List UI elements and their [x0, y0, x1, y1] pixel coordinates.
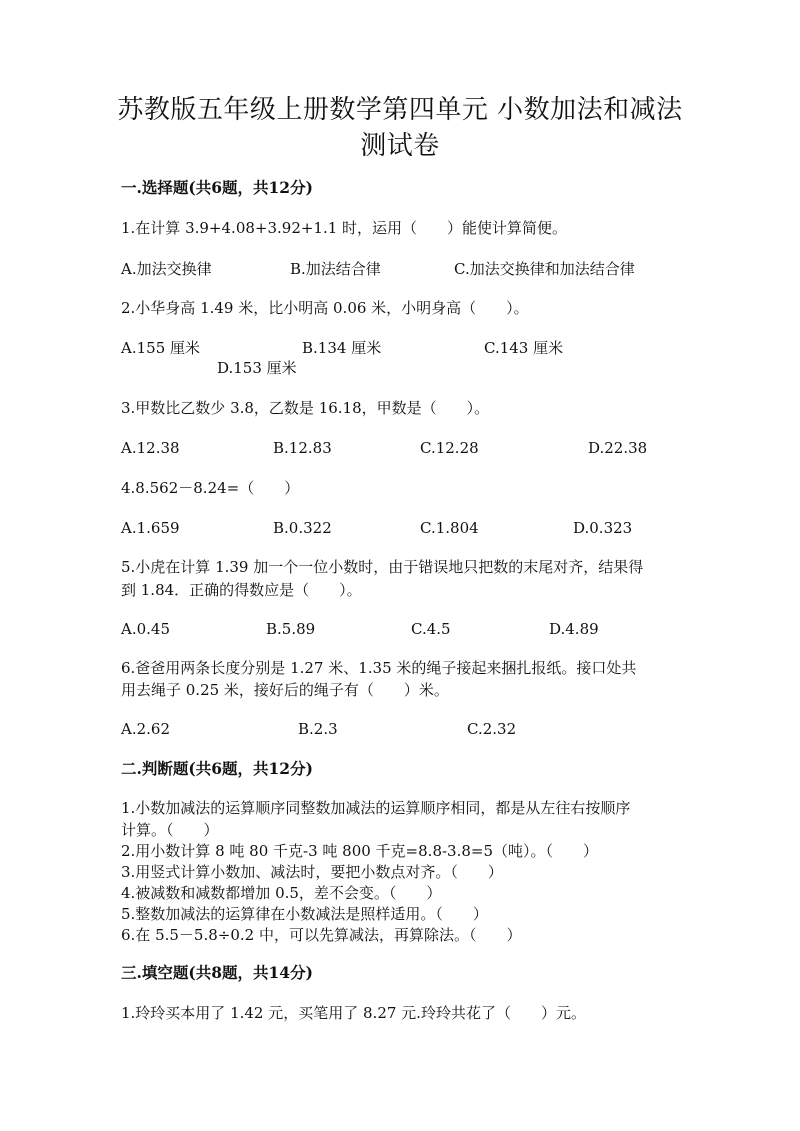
q4-option-a: A.1.659: [121, 519, 180, 537]
judge-statement-1-line1: 1.小数加减法的运算顺序同整数加减法的运算顺序相同，都是从左往右按顺序: [121, 799, 631, 817]
question-6-line1: 6.爸爸用两条长度分别是 1.27 米、1.35 米的绳子接起来捆扎报纸。接口处共: [121, 659, 637, 677]
q5-option-d: D.4.89: [549, 620, 599, 638]
q3-option-b: B.12.83: [273, 439, 332, 457]
question-5-line2: 到 1.84．正确的得数应是（ ）。: [121, 581, 362, 599]
q4-option-d: D.0.323: [573, 519, 633, 537]
q1-option-a: A.加法交换律: [121, 260, 212, 278]
q1-option-b: B.加法结合律: [290, 260, 381, 278]
q2-option-d: D.153 厘米: [217, 359, 297, 377]
question-1: 1.在计算 3.9+4.08+3.92+1.1 时，运用（ ）能使计算简便。: [121, 219, 568, 237]
section-heading-fill: 三.填空题(共8题，共14分): [121, 963, 313, 982]
q2-option-c: C.143 厘米: [484, 339, 564, 357]
question-5-line1: 5.小虎在计算 1.39 加一个一位小数时，由于错误地只把数的末尾对齐，结果得: [121, 558, 644, 576]
q5-option-b: B.5.89: [266, 620, 316, 638]
judge-statement-4: 4.被减数和减数都增加 0.5，差不会变。（ ）: [121, 884, 442, 902]
q2-option-a: A.155 厘米: [121, 339, 200, 357]
q6-option-c: C.2.32: [467, 720, 517, 738]
fill-question-1: 1.玲玲买本用了 1.42 元，买笔用了 8.27 元.玲玲共花了（ ）元。: [121, 1004, 586, 1022]
q1-option-c: C.加法交换律和加法结合律: [454, 260, 635, 278]
q3-option-d: D.22.38: [588, 439, 648, 457]
judge-statement-2: 2.用小数计算 8 吨 80 千克-3 吨 800 千克=8.8-3.8=5（吨）。（ ）: [121, 842, 599, 860]
page-title-line2: 测试卷: [360, 131, 440, 161]
q5-option-c: C.4.5: [411, 620, 451, 638]
q3-option-c: C.12.28: [420, 439, 479, 457]
judge-statement-3: 3.用竖式计算小数加、减法时，要把小数点对齐。（ ）: [121, 863, 503, 881]
question-6-line2: 用去绳子 0.25 米，接好后的绳子有（ ）米。: [121, 681, 449, 699]
question-3: 3.甲数比乙数少 3.8，乙数是 16.18，甲数是（ ）。: [121, 399, 490, 417]
page-title-line1: 苏教版五年级上册数学第四单元 小数加法和减法: [117, 95, 683, 125]
judge-statement-1-line2: 计算。（ ）: [121, 821, 219, 839]
q6-option-b: B.2.3: [298, 720, 338, 738]
question-4: 4.8.562－8.24=（ ）: [121, 479, 300, 497]
judge-statement-5: 5.整数加减法的运算律在小数减法是照样适用。（ ）: [121, 905, 488, 923]
q3-option-a: A.12.38: [121, 439, 180, 457]
q5-option-a: A.0.45: [121, 620, 170, 638]
section-heading-choice: 一.选择题(共6题，共12分): [121, 178, 313, 197]
section-heading-judge: 二.判断题(共6题，共12分): [121, 759, 313, 778]
q4-option-b: B.0.322: [273, 519, 332, 537]
q4-option-c: C.1.804: [420, 519, 479, 537]
judge-statement-6: 6.在 5.5－5.8÷0.2 中，可以先算减法，再算除法。（ ）: [121, 926, 522, 944]
q2-option-b: B.134 厘米: [302, 339, 382, 357]
question-2: 2.小华身高 1.49 米，比小明高 0.06 米，小明身高（ ）。: [121, 299, 529, 317]
q6-option-a: A.2.62: [121, 720, 170, 738]
